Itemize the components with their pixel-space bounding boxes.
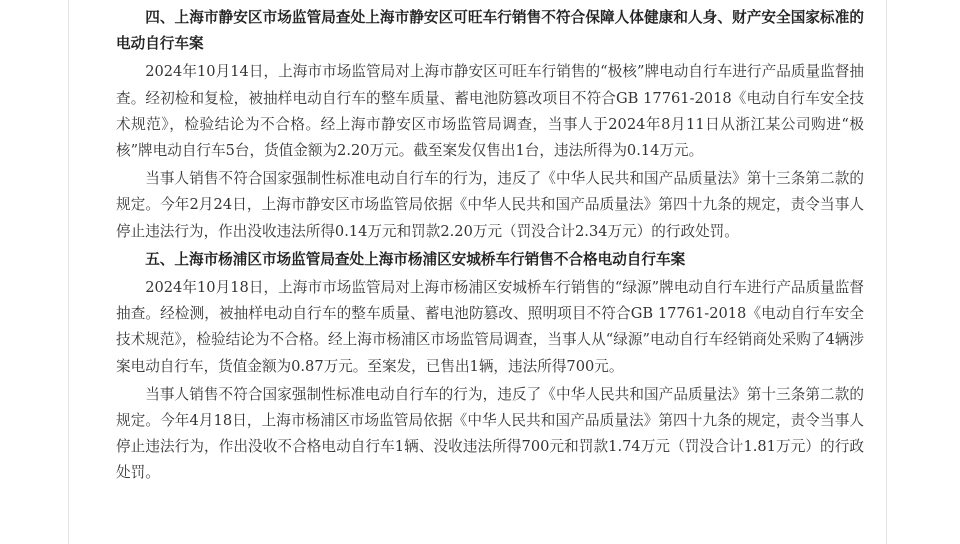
- section-5-paragraph-1: 2024年10月18日，上海市市场监管局对上海市杨浦区安城桥车行销售的“绿源”牌电动自行车进行产品质量监督抽查。经检测，被抽样电动自行车的整车质量、蓄电池防篡改、照明项目不符合GB 17761-2018《电动自行车安全技术规范》，检验结论为不合格。经上海市杨浦区市场监管局调查，当事人从“绿源”电动自行车经销商处采购了4辆涉案电动自行车，货值金额为0.87万元。至案发，已售出1辆，违法所得700元。: [116, 279, 864, 375]
- article-body: [116, 5, 864, 487]
- section-4-paragraph-1: 2024年10月14日，上海市市场监管局对上海市静安区可旺车行销售的“极核”牌电动自行车进行产品质量监督抽查。经初检和复检，被抽样电动自行车的整车质量、蓄电池防篡改项目不符合GB 17761-2018《电动自行车安全技术规范》，检验结论为不合格。经上海市静安区市场监管局调查，当事人于2024年8月11日从浙江某公司购进“极核”牌电动自行车5台，货值金额为2.20万元。截至案发仅售出1台，违法所得为0.14万元。: [116, 63, 864, 160]
- section-4-heading: 四、上海市静安区市场监管局查处上海市静安区可旺车行销售不符合保障人体健康和人身、财产安全国家标准的电动自行车案: [116, 9, 864, 53]
- section-5-paragraph-2: 当事人销售不符合国家强制性标准电动自行车的行为，违反了《中华人民共和国产品质量法》第十三条第二款的规定。今年4月18日，上海市杨浦区市场监管局依据《中华人民共和国产品质量法》第四十九条的规定，责令当事人停止违法行为，作出没收不合格电动自行车1辆、没收违法所得700元和罚款1.74万元（罚没合计1.81万元）的行政处罚。: [116, 385, 864, 482]
- right-margin-line: [886, 0, 887, 544]
- left-margin-line: [68, 0, 69, 544]
- section-4-paragraph-2: 当事人销售不符合国家强制性标准电动自行车的行为，违反了《中华人民共和国产品质量法》第十三条第二款的规定。今年2月24日，上海市静安区市场监管局依据《中华人民共和国产品质量法》第四十九条的规定，责令当事人停止违法行为，作出没收违法所得0.14万元和罚款2.20万元（罚没合计2.34万元）的行政处罚。: [116, 170, 864, 240]
- section-5-heading: 五、上海市杨浦区市场监管局查处上海市杨浦区安城桥车行销售不合格电动自行车案: [145, 250, 686, 268]
